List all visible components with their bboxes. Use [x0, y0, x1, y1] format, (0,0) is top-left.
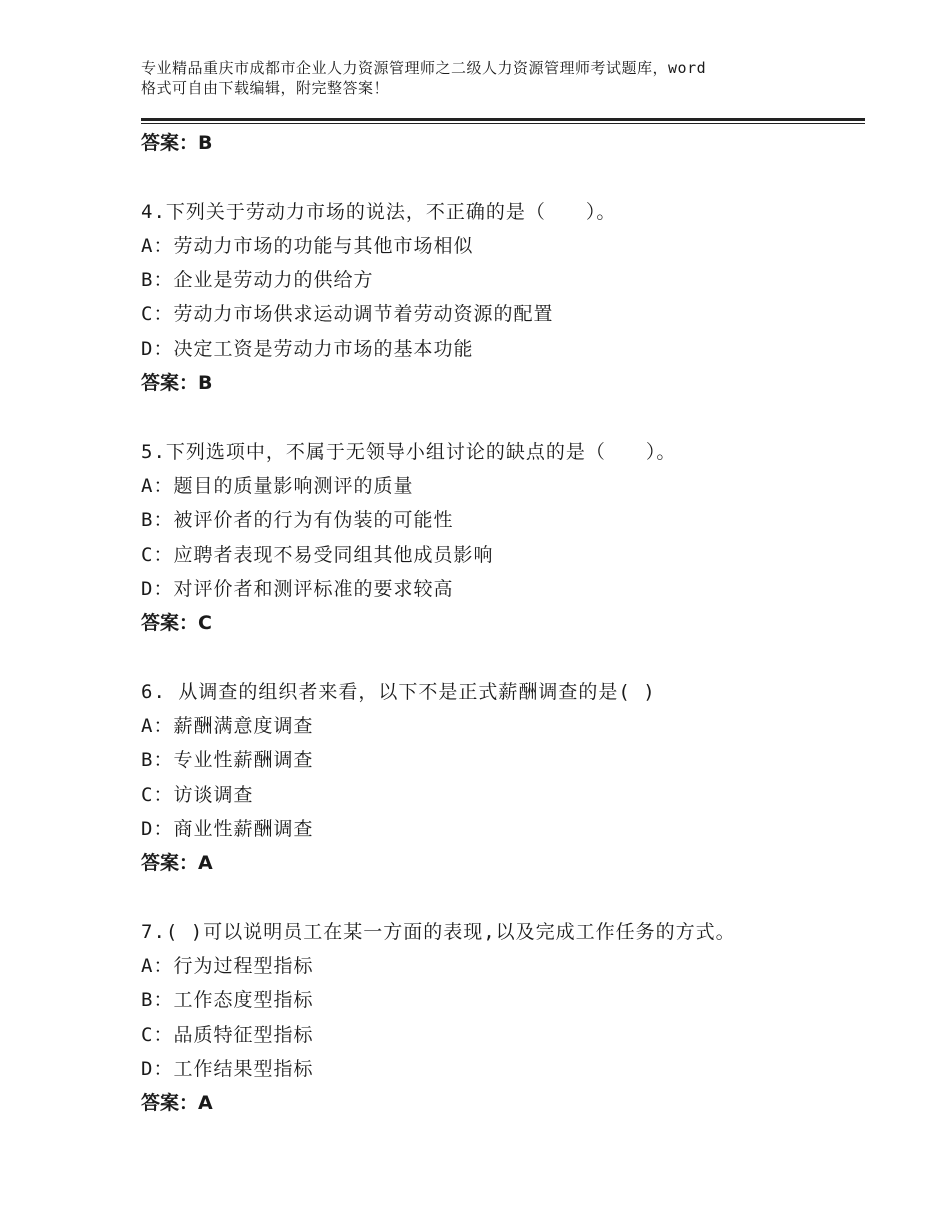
header-divider-thick: [141, 118, 865, 121]
question-block-6: [141, 675, 861, 881]
option-b: B：被评价者的行为有伪装的可能性: [141, 509, 454, 532]
option-c: C：访谈调查: [141, 783, 254, 806]
option-c: C：品质特征型指标: [141, 1023, 314, 1046]
question-text: 6. 从调查的组织者来看，以下不是正式薪酬调查的是( ): [141, 680, 656, 703]
option-a: A：行为过程型指标: [141, 955, 314, 978]
option-c: C：劳动力市场供求运动调节着劳动资源的配置: [141, 303, 554, 326]
question-block-7: [141, 915, 861, 1121]
question-block-5: [141, 435, 861, 641]
option-b: B：专业性薪酬调查: [141, 749, 314, 772]
document-header: [141, 58, 841, 98]
header-title-line-1: 专业精品重庆市成都市企业人力资源管理师之二级人力资源管理师考试题库，word: [141, 59, 707, 77]
answer-label: 答案：B: [141, 372, 213, 395]
option-a: A：薪酬满意度调查: [141, 715, 314, 738]
option-d: D：对评价者和测评标准的要求较高: [141, 577, 454, 600]
previous-answer: 答案：B: [141, 132, 213, 154]
option-a: A：题目的质量影响测评的质量: [141, 474, 414, 497]
option-b: B：企业是劳动力的供给方: [141, 269, 374, 292]
option-b: B：工作态度型指标: [141, 989, 314, 1012]
option-d: D：决定工资是劳动力市场的基本功能: [141, 337, 474, 360]
option-d: D：工作结果型指标: [141, 1058, 314, 1081]
question-text: 7.( )可以说明员工在某一方面的表现,以及完成工作任务的方式。: [141, 920, 736, 943]
option-a: A：劳动力市场的功能与其他市场相似: [141, 234, 474, 257]
question-text: 4.下列关于劳动力市场的说法，不正确的是（ ）。: [141, 200, 617, 223]
question-block-4: [141, 195, 861, 401]
answer-label: 答案：A: [141, 852, 213, 875]
header-divider-thin: [141, 123, 865, 124]
header-title-line-2: 格式可自由下载编辑，附完整答案！: [141, 79, 390, 97]
option-d: D：商业性薪酬调查: [141, 817, 314, 840]
answer-label: 答案：C: [141, 612, 212, 635]
option-c: C：应聘者表现不易受同组其他成员影响: [141, 543, 494, 566]
question-text: 5.下列选项中，不属于无领导小组讨论的缺点的是（ ）。: [141, 440, 677, 463]
question-list: [141, 126, 861, 1121]
answer-label: 答案：A: [141, 1092, 213, 1115]
